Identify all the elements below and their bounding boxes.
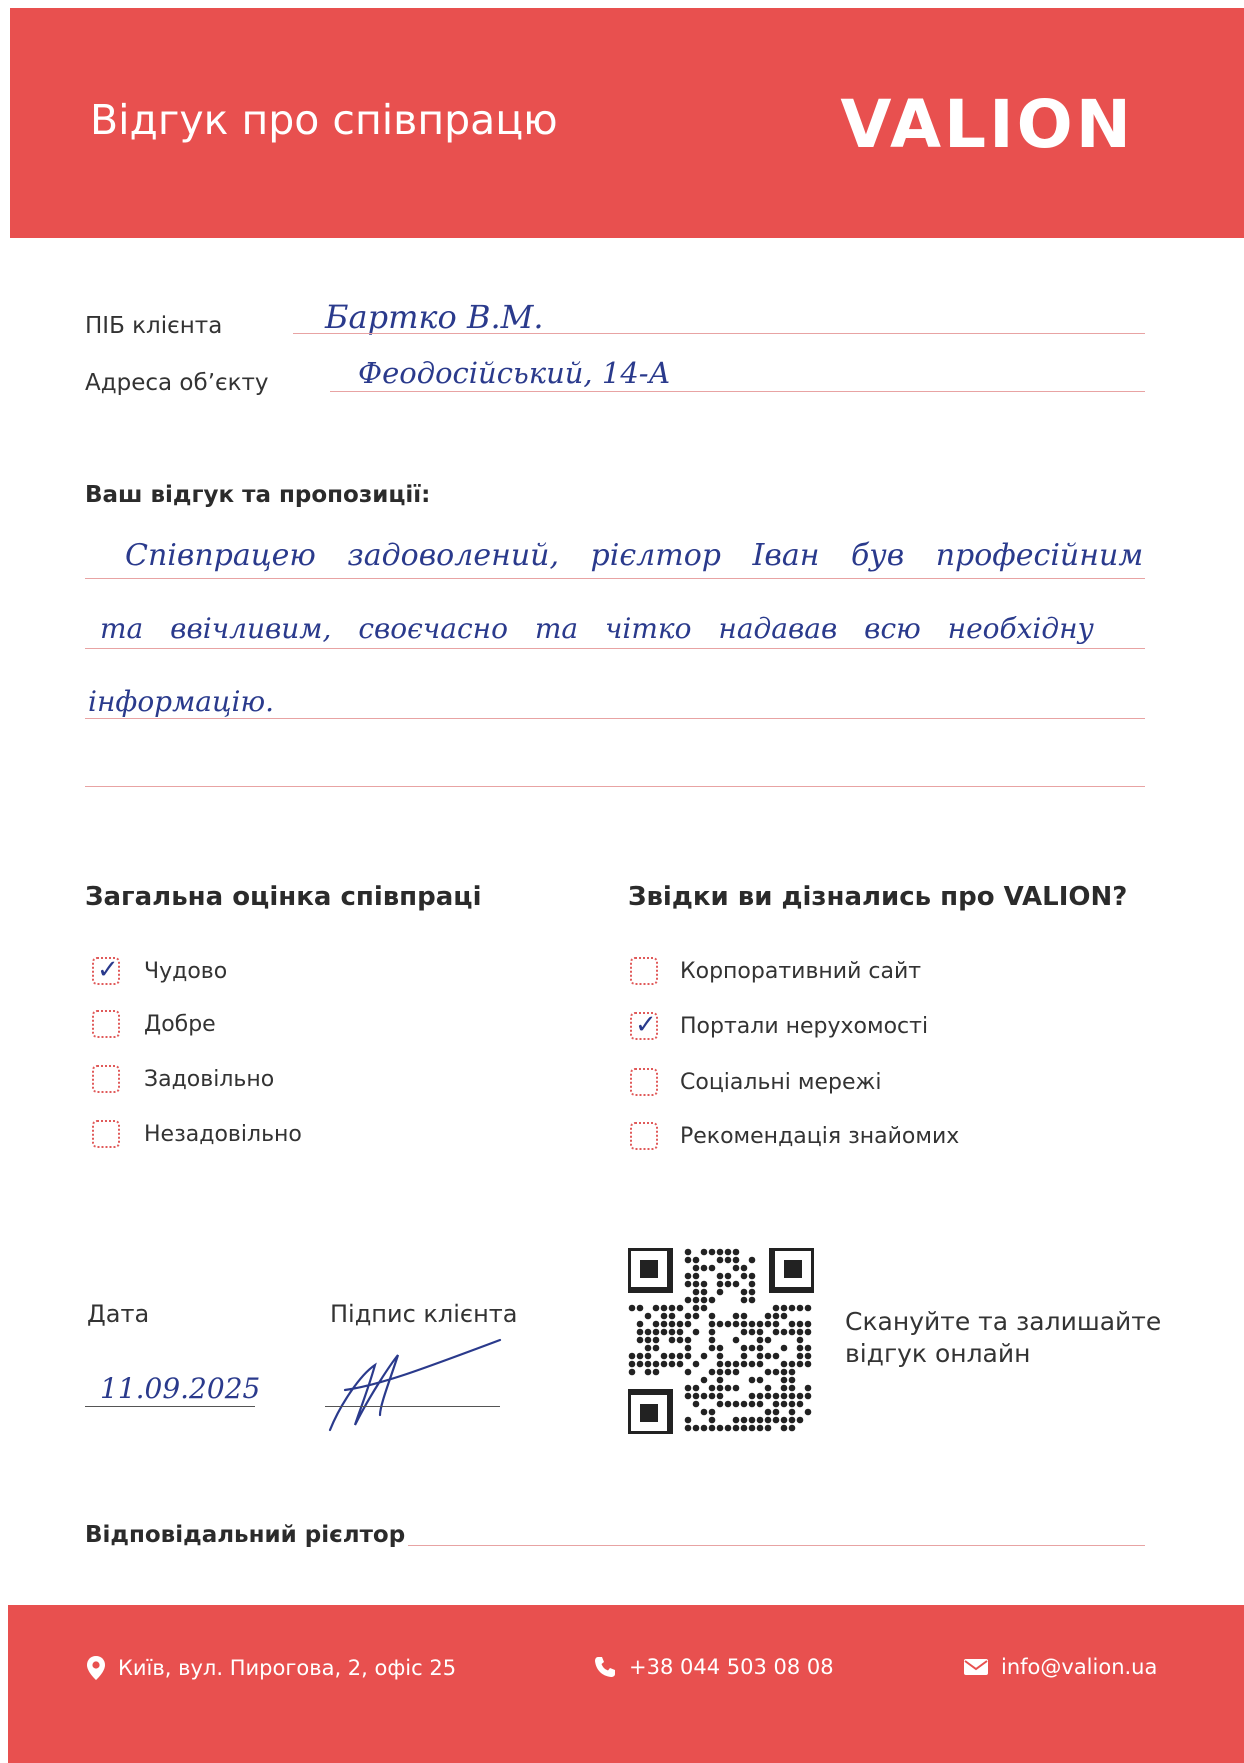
qr-module <box>781 1425 788 1432</box>
qr-module <box>805 1305 812 1312</box>
qr-module <box>693 1425 700 1432</box>
qr-module <box>789 1425 796 1432</box>
feedback-rule-1 <box>85 578 1145 579</box>
qr-module <box>701 1265 708 1272</box>
qr-caption <box>845 1306 1161 1370</box>
qr-module <box>757 1345 764 1352</box>
qr-module <box>693 1329 700 1336</box>
envelope-icon <box>963 1657 989 1677</box>
qr-module <box>709 1385 716 1392</box>
realtor-line <box>408 1545 1145 1546</box>
qr-module <box>781 1393 788 1400</box>
qr-caption-line-2: відгук онлайн <box>845 1339 1031 1368</box>
source-checkbox-website[interactable] <box>630 957 658 985</box>
qr-module <box>789 1377 796 1384</box>
qr-module <box>717 1281 724 1288</box>
qr-module <box>757 1417 764 1424</box>
qr-module <box>733 1361 740 1368</box>
qr-caption-line-1: Скануйте та залишайте <box>845 1307 1162 1336</box>
qr-module <box>765 1313 772 1320</box>
qr-module <box>789 1321 796 1328</box>
qr-module <box>629 1353 636 1360</box>
feedback-rule-4 <box>85 786 1145 787</box>
qr-module <box>685 1345 692 1352</box>
qr-module <box>741 1265 748 1272</box>
feedback-label: Ваш відгук та пропозиції: <box>85 482 431 508</box>
qr-module <box>637 1305 644 1312</box>
qr-module <box>645 1313 652 1320</box>
qr-module <box>685 1417 692 1424</box>
qr-module <box>741 1289 748 1296</box>
qr-module <box>717 1321 724 1328</box>
qr-module <box>693 1313 700 1320</box>
qr-module <box>733 1369 740 1376</box>
qr-module <box>661 1353 668 1360</box>
qr-module <box>773 1401 780 1408</box>
qr-module <box>709 1345 716 1352</box>
qr-module <box>725 1425 732 1432</box>
qr-module <box>749 1393 756 1400</box>
qr-module <box>781 1417 788 1424</box>
qr-module <box>797 1401 804 1408</box>
qr-module <box>757 1393 764 1400</box>
qr-module <box>725 1369 732 1376</box>
qr-module <box>629 1305 636 1312</box>
qr-module <box>781 1345 788 1352</box>
qr-module <box>637 1337 644 1344</box>
address-label: Адреса обʼєкту <box>85 370 269 396</box>
qr-module <box>709 1297 716 1304</box>
qr-module <box>629 1369 636 1376</box>
qr-module <box>805 1345 812 1352</box>
qr-module <box>741 1329 748 1336</box>
qr-module <box>693 1257 700 1264</box>
qr-module <box>749 1321 756 1328</box>
qr-module <box>709 1249 716 1256</box>
qr-module <box>773 1313 780 1320</box>
qr-module <box>741 1417 748 1424</box>
qr-module <box>693 1265 700 1272</box>
source-title: Звідки ви дізнались про VALION? <box>628 882 1128 912</box>
qr-module <box>717 1289 724 1296</box>
footer-email[interactable] <box>963 1655 1157 1679</box>
qr-module <box>709 1393 716 1400</box>
qr-module <box>797 1305 804 1312</box>
qr-module <box>717 1353 724 1360</box>
qr-module <box>709 1321 716 1328</box>
qr-module <box>789 1305 796 1312</box>
qr-module <box>661 1361 668 1368</box>
source-option-label: Соціальні мережі <box>680 1070 882 1095</box>
qr-module <box>765 1409 772 1416</box>
qr-module <box>701 1297 708 1304</box>
qr-module <box>653 1361 660 1368</box>
qr-module <box>725 1385 732 1392</box>
qr-module <box>725 1281 732 1288</box>
qr-module <box>749 1345 756 1352</box>
qr-module <box>765 1321 772 1328</box>
qr-module <box>789 1369 796 1376</box>
address-line <box>330 391 1145 392</box>
qr-module <box>685 1337 692 1344</box>
qr-module <box>749 1297 756 1304</box>
qr-module <box>773 1417 780 1424</box>
qr-module <box>677 1337 684 1344</box>
rating-option-label: Добре <box>144 1012 216 1037</box>
qr-module <box>693 1297 700 1304</box>
feedback-rule-2 <box>85 648 1145 649</box>
qr-module <box>653 1369 660 1376</box>
qr-module <box>709 1425 716 1432</box>
qr-module <box>781 1369 788 1376</box>
qr-module <box>717 1249 724 1256</box>
footer-phone[interactable] <box>593 1655 834 1679</box>
qr-module <box>749 1417 756 1424</box>
qr-module <box>757 1353 764 1360</box>
rating-checkbox-good[interactable] <box>92 1010 120 1038</box>
qr-module <box>685 1281 692 1288</box>
qr-module <box>749 1281 756 1288</box>
qr-module <box>685 1321 692 1328</box>
qr-module <box>781 1329 788 1336</box>
qr-module <box>701 1393 708 1400</box>
qr-module <box>645 1329 652 1336</box>
qr-module <box>725 1257 732 1264</box>
qr-module <box>757 1425 764 1432</box>
qr-module <box>741 1353 748 1360</box>
feedback-line-3[interactable]: інформацію. <box>88 685 275 718</box>
rating-checkbox-satisfactory[interactable] <box>92 1065 120 1093</box>
qr-module <box>757 1377 764 1384</box>
qr-module <box>733 1313 740 1320</box>
qr-module <box>701 1377 708 1384</box>
rating-checkbox-excellent[interactable] <box>92 957 120 985</box>
qr-module <box>669 1321 676 1328</box>
qr-module <box>797 1361 804 1368</box>
date-line <box>85 1406 255 1407</box>
qr-module <box>693 1393 700 1400</box>
address-value[interactable]: Феодосійський, 14-А <box>358 356 671 390</box>
qr-module <box>805 1409 812 1416</box>
qr-module <box>661 1313 668 1320</box>
qr-module <box>709 1337 716 1344</box>
qr-module <box>741 1313 748 1320</box>
qr-module <box>685 1385 692 1392</box>
qr-module <box>789 1329 796 1336</box>
qr-module <box>805 1361 812 1368</box>
source-checkbox-referral[interactable] <box>630 1122 658 1150</box>
footer-address-text: Київ, вул. Пирогова, 2, офіс 25 <box>118 1656 457 1680</box>
qr-module <box>685 1369 692 1376</box>
qr-module <box>685 1425 692 1432</box>
qr-module <box>645 1361 652 1368</box>
footer-address <box>86 1655 456 1681</box>
qr-module <box>733 1257 740 1264</box>
qr-module <box>789 1409 796 1416</box>
qr-module <box>693 1385 700 1392</box>
qr-module <box>717 1369 724 1376</box>
qr-module <box>709 1329 716 1336</box>
qr-module <box>653 1345 660 1352</box>
qr-module <box>677 1361 684 1368</box>
qr-module <box>645 1337 652 1344</box>
qr-code[interactable] <box>628 1248 814 1434</box>
qr-module <box>653 1305 660 1312</box>
qr-module <box>685 1273 692 1280</box>
qr-module <box>677 1353 684 1360</box>
brand-logo: VALION <box>840 86 1134 163</box>
qr-module <box>805 1321 812 1328</box>
qr-module <box>765 1337 772 1344</box>
feedback-line-1[interactable]: Співпрацею задоволений, рієлтор Іван був професійним <box>125 538 1144 573</box>
qr-module <box>653 1321 660 1328</box>
location-pin-icon <box>86 1655 106 1681</box>
qr-module <box>685 1313 692 1320</box>
qr-module <box>781 1361 788 1368</box>
qr-module <box>805 1353 812 1360</box>
qr-module <box>773 1409 780 1416</box>
qr-module <box>725 1249 732 1256</box>
qr-module <box>781 1377 788 1384</box>
qr-module <box>805 1393 812 1400</box>
qr-module <box>781 1313 788 1320</box>
qr-module <box>741 1297 748 1304</box>
qr-module <box>773 1321 780 1328</box>
qr-module <box>733 1385 740 1392</box>
qr-module <box>725 1401 732 1408</box>
qr-module <box>797 1345 804 1352</box>
qr-module <box>669 1313 676 1320</box>
rating-title: Загальна оцінка співпраці <box>85 882 482 912</box>
qr-module <box>733 1321 740 1328</box>
rating-option-label: Чудово <box>144 959 228 984</box>
qr-module <box>661 1305 668 1312</box>
qr-module <box>701 1425 708 1432</box>
qr-module <box>781 1385 788 1392</box>
date-label: Дата <box>87 1300 150 1328</box>
source-option-label: Портали нерухомості <box>680 1014 929 1039</box>
qr-module <box>749 1257 756 1264</box>
qr-module <box>733 1401 740 1408</box>
qr-module <box>741 1273 748 1280</box>
qr-module <box>685 1393 692 1400</box>
qr-module <box>733 1425 740 1432</box>
qr-module <box>653 1337 660 1344</box>
qr-module <box>717 1345 724 1352</box>
qr-module <box>653 1329 660 1336</box>
qr-module <box>709 1417 716 1424</box>
qr-module <box>693 1273 700 1280</box>
qr-module <box>765 1417 772 1424</box>
client-name-label: ПІБ клієнта <box>85 313 223 339</box>
qr-module <box>765 1393 772 1400</box>
qr-module <box>749 1289 756 1296</box>
qr-module <box>797 1329 804 1336</box>
rating-checkbox-unsatisfactory[interactable] <box>92 1120 120 1148</box>
qr-module <box>757 1401 764 1408</box>
qr-module <box>749 1377 756 1384</box>
qr-module <box>741 1361 748 1368</box>
qr-module <box>733 1265 740 1272</box>
qr-module <box>669 1329 676 1336</box>
qr-module <box>645 1345 652 1352</box>
source-option-label: Корпоративний сайт <box>680 959 922 984</box>
qr-module <box>717 1401 724 1408</box>
qr-module <box>733 1337 740 1344</box>
qr-module <box>669 1305 676 1312</box>
qr-module <box>637 1329 644 1336</box>
footer-banner <box>8 1605 1244 1763</box>
qr-module <box>717 1393 724 1400</box>
qr-module <box>741 1425 748 1432</box>
qr-module <box>797 1321 804 1328</box>
qr-module <box>693 1289 700 1296</box>
qr-module <box>709 1313 716 1320</box>
qr-module <box>717 1361 724 1368</box>
qr-module <box>701 1289 708 1296</box>
qr-module <box>749 1361 756 1368</box>
qr-module <box>669 1361 676 1368</box>
feedback-rule-3 <box>85 718 1145 719</box>
rating-option-label: Незадовільно <box>144 1122 302 1147</box>
qr-module <box>677 1329 684 1336</box>
qr-module <box>693 1305 700 1312</box>
qr-module <box>717 1425 724 1432</box>
qr-module <box>637 1361 644 1368</box>
qr-module <box>645 1353 652 1360</box>
qr-module <box>725 1361 732 1368</box>
client-name-value[interactable]: Бартко В.М. <box>325 298 544 336</box>
qr-module <box>741 1321 748 1328</box>
qr-module <box>677 1321 684 1328</box>
form-title: Відгук про співпрацю <box>90 96 558 144</box>
qr-module <box>669 1353 676 1360</box>
qr-module <box>637 1353 644 1360</box>
qr-module <box>709 1265 716 1272</box>
qr-module <box>781 1305 788 1312</box>
footer-email-text: info@valion.ua <box>1001 1655 1158 1679</box>
qr-module <box>629 1361 636 1368</box>
qr-module <box>773 1353 780 1360</box>
qr-module <box>789 1393 796 1400</box>
qr-module <box>669 1337 676 1344</box>
header-banner <box>10 8 1244 238</box>
qr-module <box>773 1393 780 1400</box>
qr-module <box>741 1345 748 1352</box>
qr-module <box>797 1417 804 1424</box>
qr-module <box>757 1361 764 1368</box>
signature-line <box>325 1406 500 1407</box>
footer-phone-text: +38 044 503 08 08 <box>629 1655 834 1679</box>
qr-module <box>797 1393 804 1400</box>
source-checkbox-portals[interactable] <box>630 1012 658 1040</box>
qr-module <box>733 1249 740 1256</box>
client-name-line <box>293 333 1145 334</box>
qr-module <box>661 1321 668 1328</box>
realtor-label: Відповідальний рієлтор <box>85 1522 406 1548</box>
qr-module <box>685 1249 692 1256</box>
qr-module <box>805 1329 812 1336</box>
qr-module <box>701 1353 708 1360</box>
qr-module <box>701 1281 708 1288</box>
qr-module <box>789 1361 796 1368</box>
qr-module <box>685 1257 692 1264</box>
qr-module <box>773 1329 780 1336</box>
qr-module <box>765 1385 772 1392</box>
qr-module <box>757 1329 764 1336</box>
qr-module <box>637 1321 644 1328</box>
qr-module <box>741 1401 748 1408</box>
qr-module <box>757 1321 764 1328</box>
qr-module <box>693 1361 700 1368</box>
qr-module <box>789 1401 796 1408</box>
qr-module <box>725 1321 732 1328</box>
client-signature[interactable] <box>320 1335 505 1435</box>
qr-module <box>765 1369 772 1376</box>
qr-module <box>805 1385 812 1392</box>
qr-module <box>789 1385 796 1392</box>
qr-module <box>765 1425 772 1432</box>
source-option-label: Рекомендація знайомих <box>680 1124 960 1149</box>
qr-module <box>773 1305 780 1312</box>
qr-module <box>725 1273 732 1280</box>
qr-module <box>757 1337 764 1344</box>
qr-module <box>677 1305 684 1312</box>
qr-module <box>717 1257 724 1264</box>
phone-icon <box>593 1655 617 1679</box>
qr-module <box>749 1273 756 1280</box>
qr-module <box>661 1329 668 1336</box>
qr-module <box>733 1417 740 1424</box>
qr-module <box>773 1369 780 1376</box>
qr-module <box>749 1329 756 1336</box>
qr-module <box>781 1401 788 1408</box>
signature-label: Підпис клієнта <box>330 1300 518 1328</box>
qr-module <box>749 1425 756 1432</box>
qr-module <box>749 1401 756 1408</box>
qr-module <box>685 1297 692 1304</box>
qr-module <box>701 1249 708 1256</box>
rating-option-label: Задовільно <box>144 1067 275 1092</box>
source-checkbox-social[interactable] <box>630 1068 658 1096</box>
qr-module <box>709 1369 716 1376</box>
qr-module <box>765 1353 772 1360</box>
qr-module <box>797 1353 804 1360</box>
qr-module <box>789 1417 796 1424</box>
qr-module <box>797 1337 804 1344</box>
qr-module <box>717 1385 724 1392</box>
check-mark-icon: ✓ <box>97 955 119 985</box>
qr-module <box>693 1281 700 1288</box>
qr-module <box>645 1369 652 1376</box>
check-mark-icon: ✓ <box>635 1010 657 1040</box>
feedback-line-2[interactable]: та ввічливим, своєчасно та чітко надавав всю необхідну <box>100 612 1094 645</box>
qr-module <box>733 1281 740 1288</box>
qr-module <box>717 1273 724 1280</box>
qr-module <box>717 1377 724 1384</box>
qr-module <box>701 1409 708 1416</box>
qr-module <box>685 1353 692 1360</box>
qr-module <box>709 1409 716 1416</box>
date-value[interactable]: 11.09.2025 <box>100 1372 261 1405</box>
qr-module <box>701 1305 708 1312</box>
qr-module <box>693 1401 700 1408</box>
